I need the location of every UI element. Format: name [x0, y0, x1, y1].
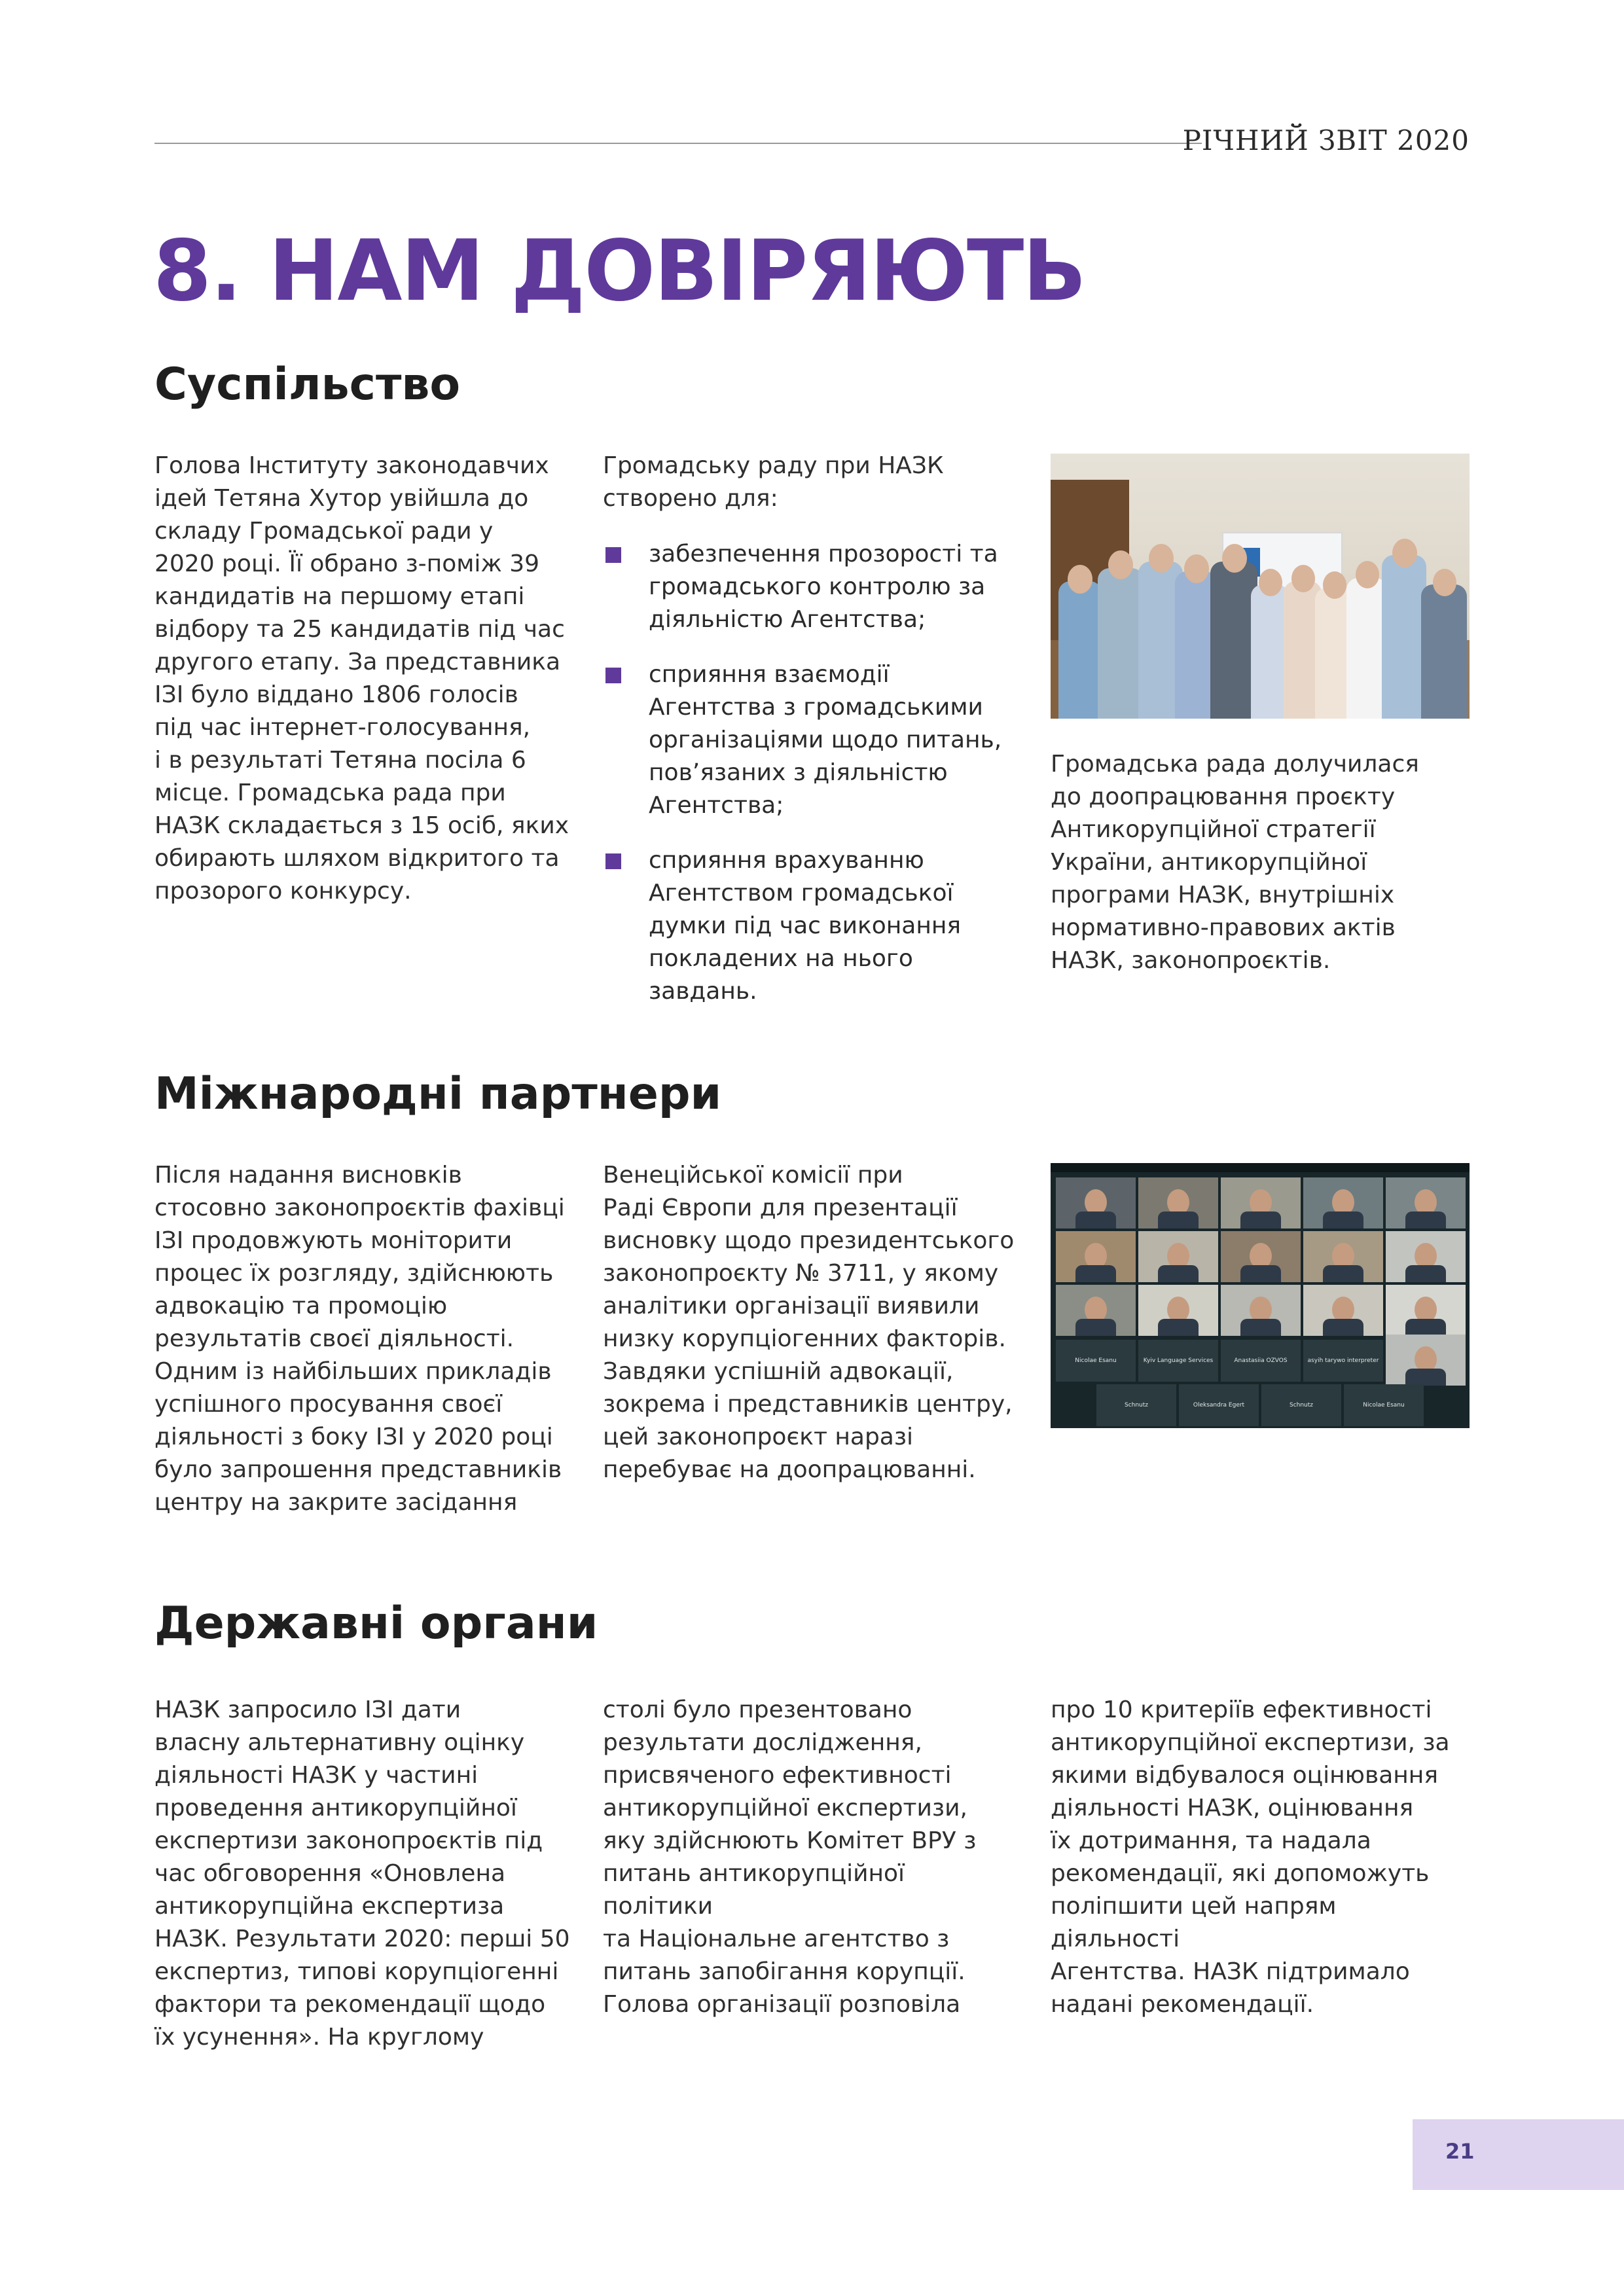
- photo-person-head: [1222, 544, 1247, 573]
- participant-body: [1240, 1319, 1281, 1336]
- page-number-badge: [1413, 2119, 1624, 2190]
- state-text-col2: столі було презентовано результати дослідження, присвяченого ефективності антикорупційної експертизи, яку здійснюють Комітет ВРУ з питань антикорупційної політики та Національне агентство з питань запобігання корупції. Голова організації розповіла: [603, 1696, 977, 2018]
- page-number: 21: [1445, 2139, 1475, 2164]
- bullet-square-icon: [605, 853, 621, 869]
- participant-tile: [1056, 1285, 1136, 1336]
- list-item: [603, 538, 1022, 636]
- list-item: [603, 844, 1022, 1008]
- bullet-square-icon: [605, 668, 621, 683]
- photo-person-head: [1259, 569, 1282, 596]
- photo-person-head: [1149, 544, 1174, 573]
- partners-text-col2: Венеційської комісії при Раді Європи для презентації висновку щодо президентського законопроєкту № 3711, у якому аналітики організації виявили низку корупціогенних факторів. Завдяки успішній адвокації, зокрема і представників центру, цей законопроєкт наразі перебуває на доопрацюванні.: [603, 1162, 1015, 1483]
- participant-body: [1405, 1211, 1446, 1229]
- society-text-col3: Громадська рада долучилася до доопрацювання проєкту Антикорупційної стратегії України, антикорупційної програми НАЗК, внутрішніх нормативно-правових актів НАЗК, законопроєктів.: [1051, 751, 1419, 974]
- participant-body: [1158, 1265, 1199, 1282]
- participant-tile: [1056, 1231, 1136, 1282]
- photo-person: [1346, 578, 1387, 719]
- participant-body: [1158, 1319, 1199, 1336]
- participant-tile: [1138, 1177, 1218, 1229]
- page-title: 8. НАМ ДОВІРЯЮТЬ: [153, 223, 1085, 320]
- participant-tile: [1056, 1177, 1136, 1229]
- participant-body: [1405, 1319, 1446, 1336]
- photo-person-head: [1068, 565, 1092, 594]
- list-item: [603, 658, 1022, 822]
- participant-tile: [1386, 1177, 1466, 1229]
- photo-person-head: [1392, 539, 1417, 567]
- call-top-bar: [1051, 1163, 1470, 1172]
- participant-tile: [1386, 1335, 1466, 1386]
- photo-person-head: [1356, 561, 1379, 588]
- photo-person-head: [1433, 569, 1456, 596]
- photo-person-head: [1291, 565, 1315, 592]
- participant-body: [1075, 1319, 1116, 1336]
- participant-tile: [1386, 1231, 1466, 1282]
- participant-body: [1240, 1211, 1281, 1229]
- participant-body: [1240, 1265, 1281, 1282]
- photo-person: [1421, 584, 1467, 719]
- state-text-col3: про 10 критеріїв ефективності антикорупційної експертизи, за якими відбувалося оцінювання діяльності НАЗК, оцінювання їх дотримання, та надала рекомендації, які допоможуть поліпшити цей напрям діяльності Агентства. НАЗК підтримало надані рекомендації.: [1051, 1696, 1450, 2018]
- participant-tile: [1221, 1231, 1301, 1282]
- report-title: РІЧНИЙ ЗВІТ 2020: [1182, 124, 1470, 156]
- participant-body: [1405, 1265, 1446, 1282]
- participant-tile: [1138, 1231, 1218, 1282]
- participant-body: [1405, 1369, 1446, 1386]
- participant-name-tile: Schnutz: [1096, 1384, 1176, 1426]
- header-rule: [154, 143, 1202, 144]
- photo-person: [1098, 568, 1144, 719]
- participant-tile: [1303, 1285, 1383, 1336]
- state-text-col1: НАЗК запросило ІЗІ дати власну альтернативну оцінку діяльності НАЗК у частині проведення антикорупційної експертизи законопроєктів під час обговорення «Оновлена антикорупційна експертиза НАЗК. Результати 2020: перші 50 експертиз, типові корупціогенні фактори та рекомендації щодо їх усунення». На круглому: [154, 1696, 570, 2051]
- participant-tile: [1221, 1285, 1301, 1336]
- participant-body: [1075, 1265, 1116, 1282]
- participant-name-tile: Nicolae Esanu: [1056, 1340, 1136, 1382]
- photo-person-head: [1108, 550, 1133, 579]
- participant-body: [1075, 1211, 1116, 1229]
- society-bullet-list: [603, 538, 1022, 1030]
- participant-body: [1323, 1319, 1363, 1336]
- participant-body: [1323, 1265, 1363, 1282]
- participant-body: [1323, 1211, 1363, 1229]
- society-text-col2-intro: Громадську раду при НАЗК створено для:: [603, 452, 944, 512]
- bullet-text: сприяння врахуванню Агентством громадської думки під час виконання покладених на нього завдань.: [649, 847, 962, 1005]
- section-heading-society: Суспільство: [154, 359, 461, 410]
- bullet-text: забезпечення прозорості та громадського контролю за діяльністю Агентства;: [649, 541, 998, 633]
- participant-name-tile: asyih tarywo interpreter: [1303, 1340, 1383, 1382]
- section-heading-partners: Міжнародні партнери: [154, 1068, 722, 1120]
- video-call-screenshot: [1051, 1163, 1470, 1428]
- participant-tile: [1303, 1177, 1383, 1229]
- participant-name-tile: Schnutz: [1261, 1384, 1341, 1426]
- photo-person: [1058, 581, 1102, 719]
- public-council-photo: [1051, 454, 1470, 719]
- participant-tile: [1303, 1231, 1383, 1282]
- participant-name-tile: Oleksandra Egert: [1179, 1384, 1259, 1426]
- photo-person: [1382, 555, 1426, 719]
- participant-tile: [1386, 1285, 1466, 1336]
- photo-person-head: [1323, 571, 1346, 599]
- bullet-text: сприяння взаємодії Агентства з громадськими організаціями щодо питань, пов’язаних з діяльністю Агентства;: [649, 661, 1002, 819]
- bullet-square-icon: [605, 547, 621, 563]
- partners-text-col1: Після надання висновків стосовно законопроєктів фахівці ІЗІ продовжують моніторити процес їх розгляду, здійснюють адвокацію та промоцію результатів своєї діяльності. Одним із найбільших прикладів успішного просування своєї діяльності з боку ІЗІ у 2020 році було запрошення представників центру на закрите засідання: [154, 1162, 565, 1516]
- participant-tile: [1138, 1285, 1218, 1336]
- section-heading-state: Державні органи: [154, 1598, 598, 1649]
- participant-name-tile: Nicolae Esanu: [1344, 1384, 1424, 1426]
- participant-name-tile: Anastasiia OZVOS: [1221, 1340, 1301, 1382]
- participant-body: [1158, 1211, 1199, 1229]
- society-text-col1: Голова Інституту законодавчих ідей Тетяна Хутор увійшла до складу Громадської ради у 2020 році. Її обрано з-поміж 39 кандидатів на першому етапі відбору та 25 кандидатів під час другого етапу. За представника ІЗІ було віддано 1806 голосів під час інтернет-голосування, і в результаті Тетяна посіла 6 місце. Громадська рада при НАЗК складається з 15 осіб, яких обирають шляхом відкритого та прозорого конкурсу.: [154, 452, 569, 905]
- participant-name-tile: Kyiv Language Services: [1138, 1340, 1218, 1382]
- photo-person-head: [1184, 554, 1209, 583]
- participant-tile: [1221, 1177, 1301, 1229]
